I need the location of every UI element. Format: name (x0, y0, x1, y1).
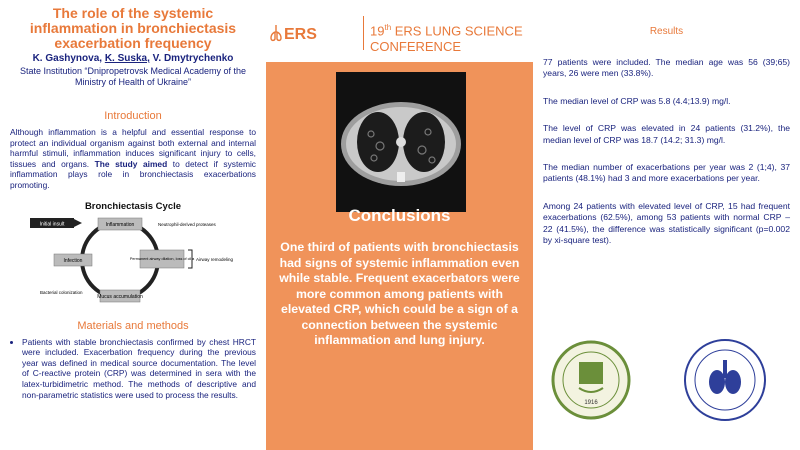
seal-year: 1916 (584, 400, 598, 406)
conference-header (266, 0, 533, 62)
methods-list (10, 337, 256, 401)
neutrophil-label: Neutrophil-derived proteases (158, 221, 216, 227)
bronchiectasis-cycle-diagram (10, 214, 256, 306)
conf-number: 19 (370, 23, 385, 39)
infection-label: Infection (63, 257, 83, 264)
intro-text (10, 127, 256, 191)
left-column (0, 0, 266, 450)
methods-text: • Patients with stable bronchiectasis confirmed by chest HRCT were included. Exacerbation frequency during the previous year was defined in medical source documentation. The level of C-reactive protein (CRP) was determined in sera with the latex-turbidimetric method. The methods of descriptive and non-parametric statistics were used to process the results. (22, 337, 256, 401)
conf-rest: ERS LUNG SCIENCE (391, 23, 523, 39)
middle-column (266, 0, 533, 450)
inflammation-label: Inflammation (105, 221, 135, 228)
results-p4: The median number of exacerbations per year was 2 (1;4), 37 patients (48.1%) had 3 and more exacerbations per year. (543, 162, 790, 184)
author-1: K. Gashynova, (32, 53, 103, 64)
conclusions-heading: Conclusions (348, 206, 451, 225)
remodeling-label: Airway remodeling (196, 256, 234, 262)
conference-title (370, 20, 523, 55)
conf-line2: CONFERENCE (370, 39, 462, 55)
colonization-label: Bacterial colonization (40, 289, 83, 295)
intro-text-1: Although inflammation is a helpful and essential response to protect an individual organism against both external and internal harmful stimuli, inflammation induces significant injury to cells, tissues and organs. (10, 127, 256, 169)
intro-aim: The study aimed (94, 158, 168, 169)
initial-insult-label: Initial insult (39, 221, 65, 228)
mucus-label: Mucus accumulation (97, 293, 143, 300)
results-p2: The median level of CRP was 5.8 (4.4;13.9) mg/l. (543, 95, 731, 106)
conclusions-text: One third of patients with bronchiectasis had signs of systemic inflammation even while stable. Frequent exacerbators were more common among patients with elevated CRP, which could be a sign of a connection between the systemic inflammation and lung injury. (279, 240, 520, 347)
ers-logo: ERS (284, 26, 317, 43)
institution: State Institution “Dnipropetrovsk Medical Academy of the Ministry of Health of Ukraine” (19, 66, 247, 87)
authors (10, 53, 256, 64)
results-p3: The level of CRP was elevated in 24 patients (31.2%), the median level of CRP was 18.7 (14.2; 31.3) mg/l. (543, 123, 790, 145)
logo-divider (363, 16, 364, 50)
author-3: V. Dmytrychenko (152, 53, 234, 64)
intro-text-2: to detect if systemic inflammation plays role in bronchiectasis exacerbations promoting. (10, 158, 256, 190)
right-column (533, 0, 800, 450)
lung-logo-icon (269, 24, 283, 42)
results-p5: Among 24 patients with elevated level of CRP, 15 had frequent exacerbations (62.5%), among 53 patients with normal CRP – 22 (41.5%), the difference was statistically significant (p=0.002 by xi-square test). (543, 200, 790, 246)
methods-heading: Materials and methods (77, 319, 189, 332)
dilation-label: Permanent airway dilation, loss of cilia (129, 256, 195, 261)
academy-seal-icon (551, 338, 631, 422)
results-heading: Results (649, 26, 684, 37)
ct-scan-image (336, 72, 466, 212)
results-p1: 77 patients were included. The median age was 56 (39;65) years, 26 were men (33.8%). (543, 57, 790, 79)
intro-heading: Introduction (104, 110, 162, 122)
author-2: K. Suska, (104, 53, 150, 64)
conf-sup: th (384, 23, 392, 32)
cycle-title: Bronchiectasis Cycle (84, 200, 182, 212)
poster-title: The role of the systemic inflammation in bronchiectasis exacerbation frequency (29, 5, 237, 51)
university-seal-icon (683, 338, 767, 422)
